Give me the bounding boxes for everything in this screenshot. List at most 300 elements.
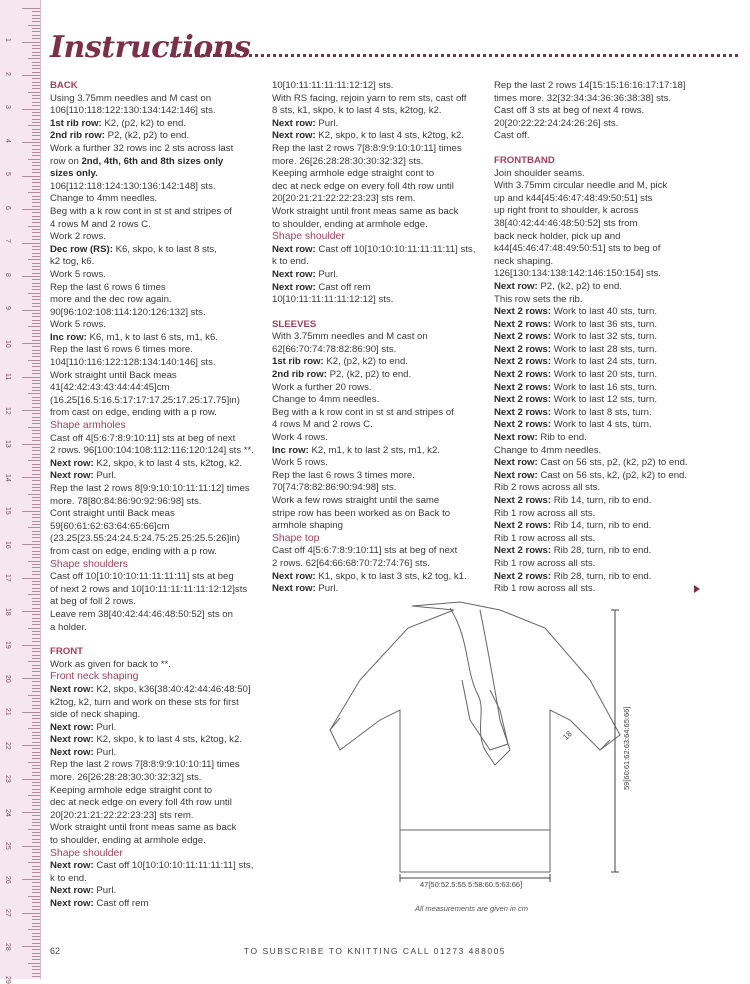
instruction-line [272,118,475,131]
line-text: to shoulder, ending at armhole edge. [272,218,428,230]
instruction-line [272,583,475,596]
ruler-tick [32,916,40,917]
ruler-tick [32,976,40,977]
line-text: Rib 1 row across all sts. [494,507,596,519]
instruction-line [272,382,475,395]
ruler-tick [28,25,40,26]
line-text: Cast off rem [315,281,371,293]
ruler-tick [32,52,40,53]
ruler-tick [32,685,40,686]
ruler-tick [22,243,40,244]
title-dotted-rule [170,54,738,57]
ruler-tick [32,681,40,682]
ruler-tick [32,785,40,786]
ruler-tick [32,557,40,558]
ruler-number: 17 [4,574,11,582]
ruler-number: 19 [4,641,11,649]
ruler-tick [32,842,40,843]
row-label: Next 2 rows: [494,381,552,393]
line-text: Rib 1 row across all sts. [494,583,596,595]
ruler-tick [32,279,40,280]
ruler-tick [28,159,40,160]
line-text: 20[20:22:22:24:24:26:26] sts. [494,117,619,129]
ruler-number: 18 [4,607,11,616]
ruler-tick [32,604,40,605]
line-text: Work as given for back to **. [50,658,171,670]
ruler-tick [32,899,40,900]
ruler-tick [32,249,40,250]
row-label: Next row: [50,721,94,733]
ruler-tick [22,578,40,579]
ruler-tick [32,256,40,257]
ruler-number: 21 [4,708,11,716]
ruler-tick [32,531,40,532]
ruler-tick [32,263,40,264]
ruler-tick [32,212,40,213]
ruler-tick [32,715,40,716]
ruler-tick [32,966,40,967]
line-text: Purl. [93,746,117,758]
instruction-line [494,432,688,445]
row-label: Next row: [494,469,538,481]
ruler-tick [32,346,40,347]
instruction-line [50,407,254,420]
ruler-tick [32,45,40,46]
instruction-line [50,445,254,458]
ruler-tick [32,859,40,860]
instruction-line [50,244,254,257]
ruler-tick [32,584,40,585]
ruler-tick [32,363,40,364]
line-text: P2, (k2, p2) to end. [104,130,190,142]
instruction-line [272,470,475,483]
ruler-tick [32,165,40,166]
ruler-tick [32,822,40,823]
line-text: from cast on edge, ending with a p row. [50,407,217,419]
line-text: more. 26[26:28:28:30:30:32:32] sts. [272,155,424,167]
ruler-tick [32,655,40,656]
line-text: With 3.75mm needles and M cast on [272,331,428,343]
instruction-line [50,332,254,345]
left-cuff-line [330,718,340,730]
ruler-tick [32,521,40,522]
line-text: 4 rows M and 2 rows C. [272,419,373,431]
line-text: up right front to shoulder, k across [494,205,639,217]
ruler-tick [32,939,40,940]
ruler-tick [32,872,40,873]
ruler-tick [22,779,40,780]
line-text: Work to last 24 sts, turn. [551,356,657,368]
row-label: Next row: [50,746,94,758]
ruler-tick [32,149,40,150]
ruler-tick [32,403,40,404]
instruction-line [272,294,475,307]
ruler-tick [32,490,40,491]
row-label: Next row: [50,898,94,909]
instruction-line [272,269,475,282]
instruction-line [494,495,688,508]
line-text: 104[110:116:122:128:134:140:146] sts. [50,357,216,369]
page-title: Instructions [50,30,251,65]
ruler-tick [32,802,40,803]
line-text: Leave rem 38[40:42:44:46:48:50:52] sts on [50,608,233,620]
ruler-tick [28,293,40,294]
ruler-tick [32,239,40,240]
ruler-tick [32,182,40,183]
instruction-line [272,143,475,156]
line-text: Rep the last 2 rows 7[8:8:9:9:10:10:11] times [50,759,240,771]
ruler-tick [32,624,40,625]
subsection-heading [272,231,475,244]
ruler-number: 6 [4,205,11,210]
section-heading [50,80,254,93]
ruler-tick [32,943,40,944]
ruler-tick [32,112,40,113]
line-text: Cast off 4[5:6:7:8:9:10:11] sts at beg of next [272,545,458,557]
line-text: Rib 2 rows across all sts. [494,482,601,494]
line-text: to shoulder, ending at armhole edge. [50,835,206,847]
line-text: back neck holder, pick up and [494,230,621,242]
ruler-tick [32,48,40,49]
line-text: Rep the last 2 rows 14[15:15:16:16:17:17:18] [494,80,686,91]
ruler-number: 10 [4,339,11,348]
ruler-tick [32,320,40,321]
instruction-line [494,382,688,395]
line-text: Purl. [315,583,339,595]
ruler-number: 27 [4,909,11,917]
ruler-tick [32,564,40,565]
line-text: Beg with a k row cont in st st and stripes of [272,406,454,418]
right-cuff-line [600,740,610,750]
ruler-tick [32,936,40,937]
ruler-tick [32,350,40,351]
instruction-line [50,885,254,898]
row-label: Next 2 rows: [494,369,552,381]
ruler-tick [32,423,40,424]
ruler-number: 4 [4,138,11,143]
line-text: Work 5 rows. [50,268,106,280]
ruler-tick [22,745,40,746]
ruler-tick [32,799,40,800]
ruler-tick [32,105,40,106]
instruction-line [50,282,254,295]
ruler-tick [32,886,40,887]
ruler-tick [32,236,40,237]
instruction-line [272,495,475,508]
line-text: dec at neck edge on every foll 4th row until [272,180,454,192]
ruler-tick [32,621,40,622]
ruler-number: 16 [4,540,11,549]
line-text: Work straight until front meas same as back [50,822,237,834]
ruler-tick [32,186,40,187]
row-label: 1st rib row: [50,117,102,129]
ruler-tick [32,588,40,589]
instruction-line [494,319,688,332]
ruler-tick [22,377,40,378]
instruction-line [50,709,254,722]
line-text: Cast off 10[10:10:10:11:11:11:11] sts, [93,860,254,872]
ruler-tick [32,832,40,833]
ruler-tick [32,775,40,776]
ruler-tick [32,902,40,903]
line-text: Rib 28, turn, rib to end. [551,570,652,582]
ruler-number: 28 [4,942,11,951]
ruler-tick [32,162,40,163]
length-measurement: 59[60:61:62:63:64:65:66] [622,706,631,790]
ruler-tick [32,316,40,317]
row-label: Next row: [272,243,316,255]
instruction-line [494,558,688,571]
ruler-tick [32,608,40,609]
line-text: Purl. [93,885,117,897]
line-text: 20[20:21:21:22:22:23:23] sts rem. [272,193,416,205]
ruler-tick [32,648,40,649]
ruler-number: 12 [4,406,11,415]
line-text: Work 2 rows. [50,231,106,243]
instruction-line [272,181,475,194]
ruler-tick [32,88,40,89]
instruction-line [494,508,688,521]
instruction-line [494,331,688,344]
line-text: With 3.75mm circular needle and M, pick [494,180,668,192]
ruler-tick [32,906,40,907]
row-label: Next row: [50,860,94,872]
ruler-tick [28,963,40,964]
ruler-tick [32,792,40,793]
ruler-tick [32,145,40,146]
ruler-tick [32,269,40,270]
row-label: Inc row: [272,444,309,456]
instruction-line [494,268,688,281]
instruction-line [50,168,254,181]
ruler-tick [28,427,40,428]
line-text: k2tog, k2, turn and work on these sts for first [50,696,239,708]
instruction-line [50,143,254,156]
line-text: Shape top [272,532,320,544]
instruction-line [50,785,254,798]
line-text: k2 tog, k6. [50,256,95,268]
ruler-tick [32,199,40,200]
ruler-tick [32,286,40,287]
line-text: Change to 4mm needles. [50,193,158,205]
line-text: Rep the last 6 rows 3 times more. [272,469,415,481]
ruler-tick [32,353,40,354]
instruction-line [50,470,254,483]
line-text: Purl. [315,117,339,129]
ruler-tick [32,78,40,79]
line-text: 20[20:21:21:22:22:23:23] sts rem. [50,809,194,821]
ruler-tick [32,956,40,957]
instruction-line [50,93,254,106]
scarf-tail-outline [462,680,508,750]
line-text: FRONT [50,646,84,658]
line-text: Shape shoulder [272,231,345,243]
ruler-number: 14 [4,473,11,482]
ruler-number: 9 [4,306,11,310]
instruction-line [50,533,254,546]
ruler-tick [22,42,40,43]
ruler-tick [32,102,40,103]
line-text: stripe row has been worked as on Back to [272,507,451,519]
ruler-tick [32,882,40,883]
instruction-line [494,533,688,546]
instruction-line [50,797,254,810]
instruction-line [494,457,688,470]
line-text: K2, skpo, k to last 4 sts, k2tog, k2. [93,457,242,469]
ruler-tick [32,574,40,575]
ruler-tick [28,92,40,93]
ruler-tick [32,554,40,555]
row-label: Dec row (RS): [50,243,113,255]
footer-subscribe [0,946,750,956]
ruler-tick [32,631,40,632]
ruler-number: 20 [4,674,11,683]
ruler-tick [32,497,40,498]
line-text: Shape armholes [50,420,126,432]
line-text: (16.25[16.5:16.5:17:17:17.25:17.25:17.75]in) [50,394,240,406]
line-text: 8 sts, k1, skpo, k to last 4 sts, k2tog, k2. [272,105,442,117]
ruler-tick [32,601,40,602]
instruction-line [50,722,254,735]
line-text: Purl. [315,268,339,280]
ruler-tick [22,176,40,177]
line-text: k to end. [272,256,309,268]
line-text: Work to last 40 sts, turn. [551,306,657,318]
ruler-tick [32,155,40,156]
instruction-line [50,344,254,357]
ruler-tick [32,387,40,388]
line-text: Cast on 56 sts, p2, (k2, p2) to end. [537,457,688,469]
line-text: more. 26[26:28:28:30:30:32:32] sts. [50,772,202,784]
row-label: Next 2 rows: [494,520,552,532]
line-text: K2, skpo, k36[38:40:42:44:46:48:50] [93,683,251,695]
ruler-tick [32,95,40,96]
instruction-line [50,382,254,395]
ruler-tick [32,219,40,220]
row-label: 1st rib row: [272,356,324,368]
ruler-tick [22,846,40,847]
line-text: Work a few rows straight until the same [272,495,440,506]
ruler-tick [32,691,40,692]
line-text: armhole shaping [272,520,343,532]
instruction-line [494,205,688,218]
instruction-line [494,218,688,231]
ruler-tick [32,524,40,525]
line-text: K6, m1, k to last 6 sts, m1, k6. [86,331,218,343]
ruler-tick [32,82,40,83]
subsection-heading [272,533,475,546]
subsection-heading [50,420,254,433]
ruler-tick [32,665,40,666]
ruler-tick [32,718,40,719]
instruction-line [494,306,688,319]
ruler-tick [32,356,40,357]
ruler-tick [28,494,40,495]
ruler-tick [32,507,40,508]
ruler-tick [32,216,40,217]
ruler-tick [28,628,40,629]
ruler-tick [32,119,40,120]
section-heading [494,155,688,168]
line-text: 2 rows. 62[64:66:68:70:72:74:76] sts. [272,557,430,569]
instruction-line [50,571,254,584]
ruler-tick [32,430,40,431]
instruction-line [272,457,475,470]
ruler-tick [28,896,40,897]
ruler-tick [32,541,40,542]
ruler-tick [32,815,40,816]
instruction-line [272,156,475,169]
line-text: Work straight until front meas same as back [272,205,459,217]
row-label: Next row: [50,457,94,469]
ruler-tick [32,732,40,733]
instruction-line [50,622,254,635]
ruler-tick [32,303,40,304]
instruction-line [494,243,688,256]
line-text: 106[112:118:124:130:136:142:148] sts. [50,180,216,192]
line-text: Work 5 rows. [272,457,328,469]
ruler-tick [32,571,40,572]
instruction-line [50,458,254,471]
instruction-line [272,130,475,143]
ruler-tick [28,561,40,562]
instruction-line [494,520,688,533]
line-text: up and k44[45:46:47:48:49:50:51] sts [494,192,653,204]
ruler-tick [32,299,40,300]
ruler-tick [32,11,40,12]
line-text: K6, skpo, k to last 8 sts, [112,243,217,255]
line-text: of next 2 rows and 10[10:11:11:11:11:12:12]sts [50,583,248,595]
ruler-tick [32,450,40,451]
ruler-tick [32,15,40,16]
ruler-tick [32,222,40,223]
instruction-line [494,356,688,369]
instruction-line [494,369,688,382]
instruction-line [50,319,254,332]
line-text: Shape shoulders [50,558,128,570]
instruction-line [272,545,475,558]
ruler-tick [22,611,40,612]
footer-text: TO SUBSCRIBE TO KNITTING CALL 01273 488005 [243,946,507,956]
ruler-tick [32,296,40,297]
line-text: Change to 4mm needles. [272,394,380,406]
line-text: Front neck shaping [50,671,139,683]
row-label: Next 2 rows: [494,406,552,418]
measurement-note: All measurements are given in cm [415,904,528,913]
instruction-line [494,93,688,106]
ruler-tick [32,464,40,465]
instruction-line [50,697,254,710]
line-text: more and the dec row again. [50,294,172,306]
instruction-line [272,508,475,521]
ruler-tick [32,484,40,485]
instruction-line [272,482,475,495]
line-text: 38[40:42:44:46:48:50:52] sts from [494,217,638,229]
ruler-tick [32,447,40,448]
line-text: (23.25[23.55:24:24.5:24.75:25.25:25.5:26]in) [50,533,240,545]
row-label: Next 2 rows: [494,394,552,406]
ruler-tick [32,675,40,676]
ruler-number: 29 [4,976,11,984]
line-text: Cast on 56 sts, k2, (p2, k2) to end. [537,469,688,481]
instruction-line [50,370,254,383]
instruction-line [494,482,688,495]
line-text: K2, skpo, k to last 4 sts, k2tog, k2. [315,130,464,142]
ruler-tick [28,594,40,595]
instruction-line [50,747,254,760]
ruler-tick [32,866,40,867]
ruler-tick [32,909,40,910]
